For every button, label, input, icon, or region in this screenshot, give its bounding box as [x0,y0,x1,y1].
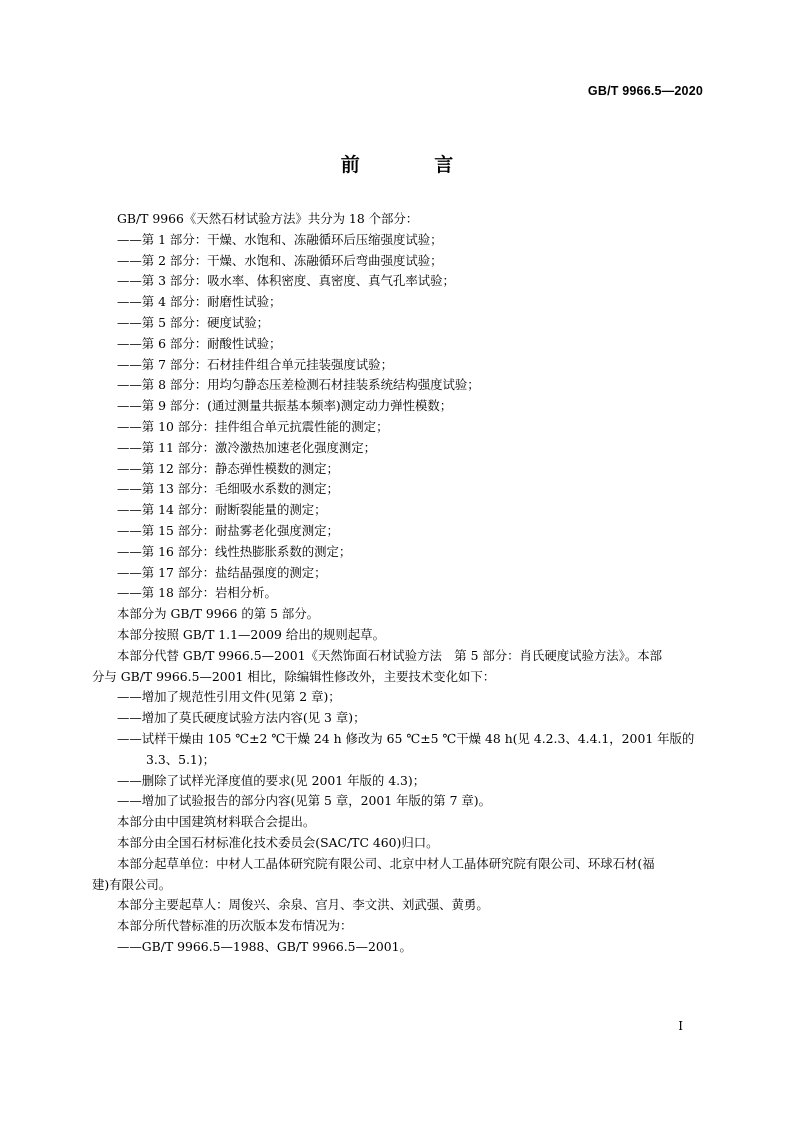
page-number: I [678,1019,683,1033]
list-item: ——第 6 部分：耐酸性试验； [117,335,282,351]
list-item: ——第 2 部分：干燥、水饱和、冻融循环后弯曲强度试验； [117,252,443,268]
list-item: ——增加了规范性引用文件(见第 2 章)； [117,689,341,705]
list-item: ——第 9 部分：(通过测量共振基本频率)测定动力弹性模数； [117,398,453,414]
list-item: ——第 3 部分：吸水率、体积密度、真密度、真气孔率试验； [117,273,455,289]
list-item: ——第 18 部分：岩相分析。 [117,585,277,601]
list-item: ——第 15 部分：耐盐雾老化强度测定； [117,522,339,538]
list-item: ——第 7 部分：石材挂件组合单元挂装强度试验； [117,356,393,372]
paragraph-line: 本部分所代替标准的历次版本发布情况为： [117,918,353,934]
list-item: ——第 16 部分：线性热膨胀系数的测定； [117,543,352,559]
paragraph-line: 本部分由中国建筑材料联合会提出。 [117,814,316,830]
foreword-body [92,209,704,958]
list-item: ——第 8 部分：用均匀静态压差检测石材挂装系统结构强度试验； [117,377,480,393]
list-item: ——增加了莫氏硬度试验方法内容(见 3 章)； [117,710,366,726]
list-item: ——第 11 部分：激冷激热加速老化强度测定； [117,439,377,455]
list-item: ——GB/T 9966.5—1988、GB/T 9966.5—2001。 [117,938,412,954]
list-item: ——删除了试样光泽度值的要求(见 2001 年版的 4.3)； [117,772,426,788]
page-title: 前 言 [340,154,488,176]
list-item: ——试样干燥由 105 ℃±2 ℃干燥 24 h 修改为 65 ℃±5 ℃干燥 48 h(见 4.2.3、4.4.1，2001 年版的 [117,730,695,746]
list-item: ——第 4 部分：耐磨性试验； [117,294,282,310]
paragraph-line: 本部分由全国石材标准化技术委员会(SAC/TC 460)归口。 [117,834,439,850]
paragraph-line: 本部分按照 GB/T 1.1—2009 给出的规则起草。 [117,626,385,642]
list-item: ——第 1 部分：干燥、水饱和、冻融循环后压缩强度试验； [117,231,443,247]
list-item: ——第 12 部分：静态弹性模数的测定； [117,460,339,476]
standard-code: GB/T 9966.5—2020 [587,84,703,98]
paragraph-line: 本部分代替 GB/T 9966.5—2001《天然饰面石材试验方法 第 5 部分：肖氏硬度试验方法》。本部 [117,647,663,663]
paragraph-line: 本部分主要起草人：周俊兴、余泉、宫月、李文洪、刘武强、黄勇。 [117,897,489,913]
list-item: ——第 14 部分：耐断裂能量的测定； [117,502,327,518]
paragraph-line: 本部分起草单位：中材人工晶体研究院有限公司、北京中材人工晶体研究院有限公司、环球石材(福 [117,855,655,871]
paragraph-continuation: 分与 GB/T 9966.5—2001 相比，除编辑性修改外，主要技术变化如下： [92,668,496,684]
paragraph-continuation: 建)有限公司。 [92,876,172,892]
list-item: ——第 5 部分：硬度试验； [117,314,270,330]
paragraph-line: GB/T 9966《天然石材试验方法》共分为 18 个部分： [117,211,419,226]
list-item: ——第 10 部分：挂件组合单元抗震性能的测定； [117,418,389,434]
list-item: ——第 13 部分：毛细吸水系数的测定； [117,481,339,497]
list-item: ——第 17 部分：盐结晶强度的测定； [117,564,327,580]
list-item-continuation: 3.3、5.1)； [146,751,216,767]
paragraph-line: 本部分为 GB/T 9966 的第 5 部分。 [117,606,320,622]
list-item: ——增加了试验报告的部分内容(见第 5 章，2001 年版的第 7 章)。 [117,793,492,809]
